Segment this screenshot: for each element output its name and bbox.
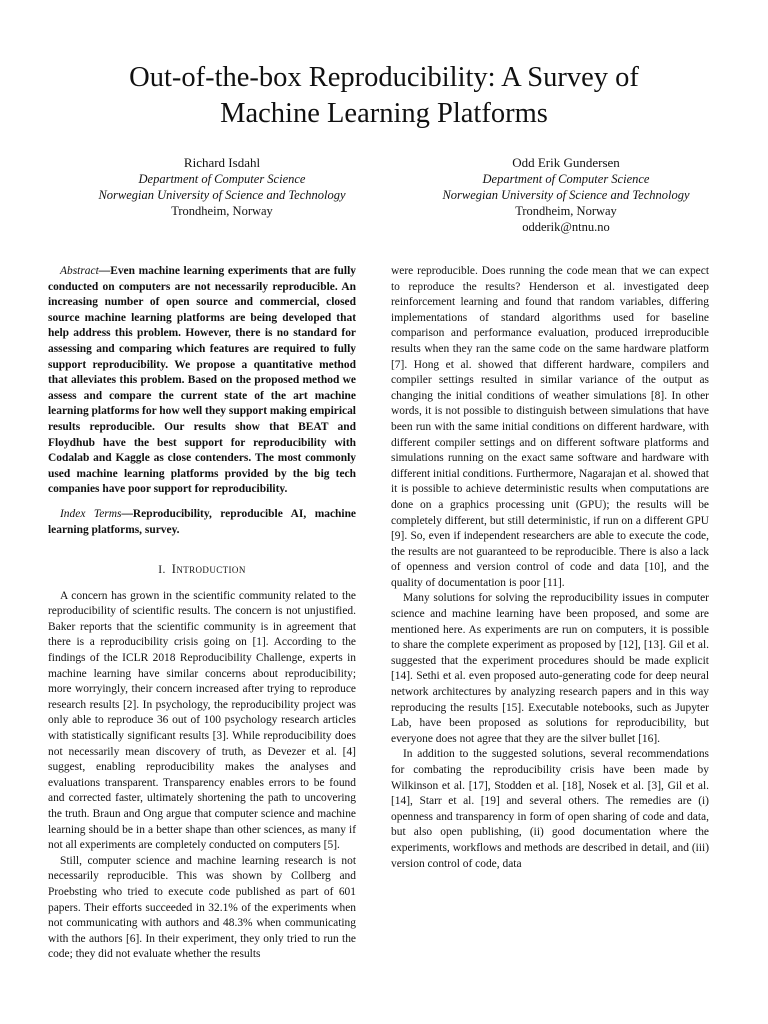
paper-title	[0, 60, 768, 132]
author-name: Richard Isdahl	[183, 155, 261, 170]
abstract-label: Abstract	[60, 265, 99, 277]
author-email: odderik@ntnu.no	[522, 220, 610, 234]
index-terms-text: —Reproducibility, reproducible AI, machine learning platforms, survey.	[48, 507, 357, 536]
title-line-1: Out-of-the-box Reproducibility: A Survey of	[129, 62, 639, 93]
paragraph: were reproducible. Does running the code mean that we can expect to reproduce the results? Henderson et al. investigated deep reinforcement learning and found that random variables, differing implementations of standard algorithms used for baseline comparison and performance evaluation, produced irreproducible results when they ran the same code on the same hardware platform [7]. Hong et al. showed that different hardware, compilers and compiler settings resulted in similar variance of the output as changing the initial conditions of weather simulations [8]. In other words, it is not possible to distinguish between simulations that have been run with the same initial conditions on different hardware, with different compiler settings and on different software platforms and simulations running on the exact same software and hardware with different initial conditions. Furthermore, Nagarajan et al. showed that it is possible to achieve deterministic results when computations are done on a graphics processing unit (GPU); the results will be completely different, but still deterministic, if run on a different GPU [9]. So, even if independent researchers are able to execute the code, the results are not guaranteed to be reproducible. There is also a lack of openness and version control of code and data [10], and the quality of documentation is poor [11].	[391, 265, 709, 589]
abstract-text: —Even machine learning experiments that are fully conducted on computers are not necessarily reproducible. An increasing number of open source and commercial, closed source machine learning platforms are being developed that help address this problem. However, there is no standard for assessing and comparing which features are required to fully support reproducibility. We propose a quantitative method that alleviates this problem. Based on the proposed method we assess and compare the current state of the art machine learning platforms for how well they support making empirical results reproducible. Our results show that BEAT and Floydhub have the best support for reproducibility with Codalab and Kaggle as close contenders. The most commonly used machine learning platforms provided by the big tech companies have poor support for reproducibility.	[48, 265, 356, 496]
paragraph: A concern has grown in the scientific community related to the reproducibility of scientific results. The concern is not unjustified. Baker reports that the scientific community is in agreement that there is a reproducibility crisis going on [1]. According to the findings of the ICLR 2018 Reproducibility Challenge, experts in machine learning have similar concerns about reproducibility; more worryingly, their concern increased after trying to reproduce research results [2]. In psychology, the reproducibility project was only able to reproduce 36 out of 100 psychology research articles with statistically significant results [3]. While reproducibility does not necessarily mean discovery of truth, as Devezer et al. [4] suggest, enabling reproducibility makes the analyses and evaluations transparent. Transparency enables errors to be found and corrected faster, ultimately shortening the path to uncovering the truth. Braun and Ong argue that computer science and machine learning should be in a better shape than other sciences, as many if not all experiments are completely conducted on computers [5].	[48, 589, 356, 852]
abstract	[48, 264, 356, 498]
title-line-2: Machine Learning Platforms	[220, 98, 548, 129]
section-heading	[48, 562, 356, 579]
author-location: Trondheim, Norway	[515, 204, 617, 218]
author-department: Department of Computer Science	[482, 172, 650, 186]
index-terms-label: Index Terms	[60, 507, 122, 520]
author-university: Norwegian University of Science and Technology	[442, 188, 690, 202]
paragraph: In addition to the suggested solutions, several recommendations for combating the reproducibility crisis have been made by Wilkinson et al. [17], Stodden et al. [18], Nosek et al. [3], Gil et al. [14], Starr et al. [19] and several others. The remedies are (i) openness and transparency in form of open sharing of code and data, but also open publishing, (ii) good documentation where the experiments, workflows and methods are described in detail, and (iii) version control of code, data	[391, 748, 709, 870]
right-column	[391, 264, 709, 872]
author-block-1	[52, 155, 392, 219]
author-name: Odd Erik Gundersen	[512, 155, 620, 170]
author-university: Norwegian University of Science and Technology	[98, 188, 346, 202]
index-terms	[48, 507, 356, 538]
author-location: Trondheim, Norway	[171, 204, 273, 218]
author-department: Department of Computer Science	[138, 172, 306, 186]
paragraph: Many solutions for solving the reproducibility issues in computer science and machine learning have been proposed, and some are mentioned here. As experiments are run on computers, it is possible to share the complete experiment as proposed by [12], [13]. Gil et al. suggested that the experiment procedures should be made explicit [14]. Sethi et al. even proposed auto-generating code for deep neural network architectures by analyzing research papers and in this way reproducing the results [15]. Executable notebooks, such as Jupyter Lab, have been proposed as solutions for reproducibility, but everyone does not agree that they are the silver bullet [16].	[391, 592, 709, 745]
author-block-2	[396, 155, 736, 235]
section-number: I.	[158, 564, 166, 577]
paragraph: Still, computer science and machine learning research is not necessarily reproducible. This was shown by Collberg and Proebsting who tried to execute code published as part of 601 papers. Their efforts succeeded in 32.1% of the experiments when not communicating with authors and 48.3% when communicating with the authors [6]. In their experiment, they only tried to run the code; they did not evaluate whether the results	[48, 854, 356, 961]
left-column	[48, 264, 356, 963]
section-title: Introduction	[171, 562, 246, 577]
